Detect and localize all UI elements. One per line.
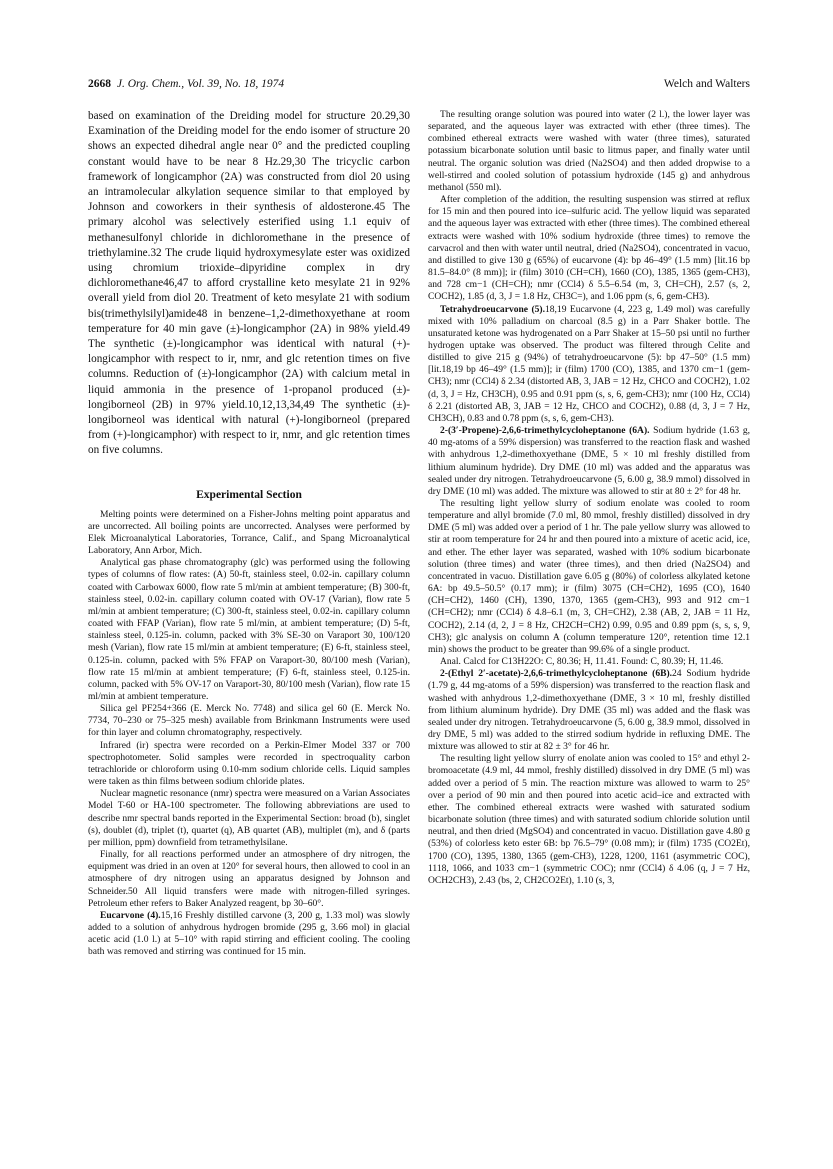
- paragraph-eucarvone: [88, 910, 410, 959]
- paragraph-eucarvone-workup: After completion of the addition, the resulting suspension was stirred at reflux for 15 min and then poured into ice–sulfuric acid. The yellow liquid was separated and the aqueous layer was extracted with ether (three times). The combined ethereal extracts were washed with 10% sodium hydroxide (three times) to remove the carvacrol and then with water until neutral, dried (Na2SO4), concentrated in vacuo, and distilled to give 130 g (65%) of eucarvone (4): bp 46–49° (1.5 mm) [lit.16 bp 81.5–84.0° (8 mm)]; ir (film) 3010 (CH=CH), 1660 (CO), 1385, 1365 (gem-CH3), and 728 cm−1 (CH=CH); nmr (CCl4) δ 5.5–6.54 (m, 3, CH=CH), 2.57 (s, 2, COCH2), 1.85 (d, 3, J = 1.8 Hz, CH3C=), and 1.06 ppm (s, 6, gem-CH3).: [428, 194, 750, 303]
- page-number: 2668: [88, 78, 111, 90]
- compound-heading: Eucarvone (4).: [100, 909, 161, 921]
- paragraph-text: 18,19 Eucarvone (4, 223 g, 1.49 mol) was carefully mixed with 10% palladium on charcoal (8.5 g) in a Parr Shaker bottle. The unsaturated ketone was hydrogenated on a Parr Shaker at 15–50 psi until no further hydrogen uptake was observed. The product was filtered through Celite and distilled to give 215 g (94%) of tetrahydroeucarvone (5): bp 47–50° (1.5 mm) [lit.18,19 bp 46–49° (1.5 mm)]; ir (film) 1700 (CO), 1385, and 1370 cm−1 (gem-CH3); nmr (CCl4) δ 2.34 (distorted AB, 3, JAB = 12 Hz, CHCO and COCH2), 1.02 (d, 3, J = Hz, CH3CH), 0.95 and 0.91 ppm (s, s, 6, gem-CH3); nmr (100 Hz, CCl4) δ 2.21 (distorted AB, 3, JAB = 12 Hz, CHCO and COCH2), 0.88 (d, 3, J = 7 Hz, CH3CH), 0.83 and 0.78 ppm (s, s, 6, gem-CH3).: [428, 303, 750, 424]
- running-header: [88, 76, 750, 92]
- paragraph-analysis: Anal. Calcd for C13H22O: C, 80.36; H, 11.41. Found: C, 80.39; H, 11.46.: [440, 656, 724, 668]
- paragraph-nitrogen: Finally, for all reactions performed under an atmosphere of dry nitrogen, the equipment was dried in an oven at 120° for several hours, then allowed to cool in an atmosphere of dry nitrogen using an apparatus designed by Johnson and Schneider.50 All liquid transfers were made with nitrogen-filled syringes. Petroleum ether refers to Baker Analyzed reagent, bp 30–60°.: [88, 849, 410, 909]
- compound-heading: 2-(Ethyl 2′-acetate)-2,6,6-trimethylcycloheptanone (6B).: [440, 668, 673, 680]
- paragraph-orange-solution: The resulting orange solution was poured into water (2 l.), the lower layer was separated, and the aqueous layer was extracted with ether (three times). The combined ethereal extracts were washed with water (three times), saturated potassium bicarbonate solution until basic to litmus paper, and finally water until neutral. The organic solution was dried (Na2SO4) and then added dropwise to a well-stirred and cooled solution of potassium hydroxide (145 g) and anhydrous methanol (550 ml).: [428, 109, 750, 193]
- header-left: [88, 76, 284, 92]
- paragraph-melting-points: Melting points were determined on a Fisher-Johns melting point apparatus and are uncorrected. All boiling points are uncorrected. Analyses were performed by Elek Microanalytical Laboratories, Torrance, Calif., and Spang Microanalytical Laboratory, Ann Arbor, Mich.: [88, 508, 410, 557]
- right-column: [428, 109, 750, 887]
- discussion-paragraph: based on examination of the Dreiding model for structure 20.29,30 Examination of the Dreiding model for the endo isomer of structure 20 shows an expected dihedral angle near 0° and the predicted coupling constant would have to be near 8 Hz.29,30 The tricyclic carbon framework of longicamphor (2A) was constructed from diol 20 using an intramolecular alkylation sequence similar to that employed by Johnson and coworkers in their synthesis of aldosterone.45 The primary alcohol was selectively esterified using 1.1 equiv of methanesulfonyl chloride in dichloromethane in the presence of triethylamine.32 The crude liquid hydroxymesylate ester was oxidized using chromium trioxide–dipyridine complex in dry dichloromethane46,47 to afford crystalline keto mesylate 21 in 92% overall yield from diol 20. Treatment of keto mesylate 21 with sodium bis(trimethylsilyl)amide48 in benzene–1,2-dimethoxyethane at room temperature for 40 min gave (±)-longicamphor (2A) in 98% yield.49 The synthetic (±)-longicamphor was identical with natural (+)-longicamphor with respect to ir, nmr, and glc retention times on five columns. Reduction of (±)-longicamphor (2A) with calcium metal in liquid ammonia in the presence of 1-propanol produced (±)-longiborneol (2B) in 97% yield.10,12,13,34,49 The synthetic (±)-longiborneol was identical with natural (+)-longiborneol (prepared from (+)-longicamphor) with respect to ir, nmr, and glc retention times on five columns.: [88, 110, 410, 457]
- section-heading: Experimental Section: [196, 488, 302, 501]
- paragraph-glc: Analytical gas phase chromatography (glc) was performed using the following types of columns of flow rates: (A) 50-ft, stainless steel, 0.02-in. capillary column coated with Carbowax 6000, flow rate 5 ml/min at ambient temperature; (B) 300-ft, stainless steel, 0.02-in. capillary column coated with OV-17 (Varian), flow rate 5 ml/min at ambient temperature; (C) 300-ft, stainless steel, 0.02-in. capillary column coated with FFAP (Varian), flow rate 5 ml/min, at ambient temperature; (D) 5-ft, stainless steel, 0.125-in. column, packed with 3% SE-30 on Varaport 30, 100/120 mesh (Varian), flow rate 15 ml/min at ambient temperature; (E) 6-ft, stainless steel, 0.125-in. column, packed with 5% FFAP on Varaport-30, 80/100 mesh (Varian), flow rate 15 ml/min at ambient temperature; (F) 6-ft, stainless steel, 0.125-in. column, packed with 5% OV-17 on Varaport-30, 80/100 mesh (Varian), flow rate 15 ml/min at ambient temperature.: [88, 557, 410, 703]
- paragraph-compound-6b: [428, 668, 750, 753]
- paragraph-silica-gel: Silica gel PF254+366 (E. Merck No. 7748) and silica gel 60 (E. Merck No. 7734, 70–230 or 75–325 mesh) available from Brinkmann Instruments were used for thin layer and column chromatography, respectively.: [88, 703, 410, 739]
- paragraph-nmr: Nuclear magnetic resonance (nmr) spectra were measured on a Varian Associates Model T-60 or HA-100 spectrometer. The following abbreviations are used to describe nmr spectral bands reported in the Experimental Section: broad (b), singlet (s), doublet (d), triplet (t), quartet (q), AB quartet (AB), multiplet (m), and δ (parts per million, ppm) downfield from tetramethylsilane.: [88, 788, 410, 848]
- paragraph-tetrahydroeucarvone: [428, 304, 750, 426]
- author-names: Welch and Walters: [663, 78, 750, 90]
- paragraph-text: 15,16 Freshly distilled carvone (3, 200 g, 1.33 mol) was slowly added to a solution of anhydrous hydrogen bromide (295 g, 3.66 mol) in glacial acetic acid (1.0 l.) at 5–10° with rapid stirring and efficient cooling. The cooling bath was removed and stirring was continued for 15 min.: [88, 909, 411, 958]
- compound-heading: Tetrahydroeucarvone (5).: [440, 303, 545, 315]
- paragraph-text: Sodium hydride (1.63 g, 40 mg-atoms of a 59% dispersion) was transferred to the reaction flask and washed with anhydrous 1,2-dimethoxyethane (DME, 5 × 10 ml freshly distilled from lithium aluminum hydride). Dry DME (10 ml) was added and the apparatus was sealed under dry nitrogen. Tetrahydroeucarvone (5, 6.00 g, 38.9 mmol) dissolved in dry DME (10 ml) was added. The mixture was allowed to stir at 80 ± 2° for 48 hr.: [428, 425, 750, 497]
- paragraph-infrared: Infrared (ir) spectra were recorded on a Perkin-Elmer Model 337 or 700 spectrophotometer. Solid samples were recorded in spectroquality carbon tetrachloride or chloroform using 0.10-mm sodium chloride cells. Liquid samples were taken as thin films between sodium chloride plates.: [88, 739, 410, 788]
- compound-heading: 2-(3′-Propene)-2,6,6-trimethylcycloheptanone (6A).: [440, 425, 650, 437]
- paragraph-text: 24 Sodium hydride (1.79 g, 44 mg-atoms of a 59% dispersion) was transferred to the reaction flask and washed with anhydrous 1,2-dimethoxyethane (DME, 3 × 10 ml, freshly distilled from lithium aluminum hydride). Dry DME (35 ml) was added and the flask was sealed under dry nitrogen. Tetrahydroeucarvone (5, 6.00 g, 38.9 mmol, dissolved in dry DME, 5 ml) was added to the stirred sodium hydride in refluxing DME. The mixture was allowed to stir at 82 ± 3° for 46 hr.: [428, 668, 750, 753]
- paragraph-enolate-6a: The resulting light yellow slurry of sodium enolate was cooled to room temperature and allyl bromide (7.0 ml, 80 mmol, freshly distilled) dissolved in dry DME (5 ml) was added over a period of 1 hr. The pale yellow slurry was allowed to stir at room temperature for 24 hr and then poured into a mixture of acetic acid, ice, and ether. The ether layer was separated, washed with 10% sodium bicarbonate solution (three times) and water (three times), and then dried (Na2SO4) and concentrated in vacuo. Distillation gave 6.05 g (80%) of colorless alkylated ketone 6A: bp 49.5–50.5° (0.17 mm); ir (film) 3075 (CH=CH2), 1695 (CO), 1640 (CH=CH2), 1460 (CH), 1390, 1370, 1365 (gem-CH3), 993 and 912 cm−1 (CH=CH2); nmr (CCl4) δ 4.8–6.1 (m, 3, CH=CH2), 2.38 (AB, 2, JAB = 11 Hz, COCH2), 2.14 (d, 2, J = 8 Hz, CH2CH=CH2) 0.99, 0.95 and 0.89 ppm (s, s, s, 9, CH3); glc analysis on column A (column temperature 120°, retention time 12.1 min) shows the product to be greater than 99.6% of a single product.: [428, 498, 750, 655]
- paragraph-enolate-6b: The resulting light yellow slurry of enolate anion was cooled to 15° and ethyl 2-bromoacetate (4.9 ml, 44 mmol, freshly distilled) dissolved in dry DME (5 ml) was added over a period of 5 min. The reaction mixture was allowed to warm to 25° over a period of 90 min and then poured into acetic acid–ice and extracted with ether. The combined ethereal extracts were washed with saturated sodium bicarbonate solution (three times) and with saturated sodium chloride solution until neutral, and then dried (MgSO4) and concentrated in vacuo. Distillation gave 4.80 g (53%) of colorless keto ester 6B: bp 76.5–79° (0.08 mm); ir (film) 1735 (CO2Et), 1700 (CO), 1395, 1380, 1365 (gem-CH3), 1228, 1200, 1161 (asymmetric COC), 1118, 1066, and 1033 cm−1 (symmetric COC); nmr (CCl4) δ 4.06 (q, J = 7 Hz, OCH2CH3), 2.43 (bs, 2, CH2CO2Et), 1.10 (s, 3,: [428, 753, 750, 886]
- left-column: [88, 109, 410, 958]
- journal-citation: J. Org. Chem., Vol. 39, No. 18, 1974: [116, 78, 285, 90]
- paragraph-compound-6a: [428, 425, 750, 498]
